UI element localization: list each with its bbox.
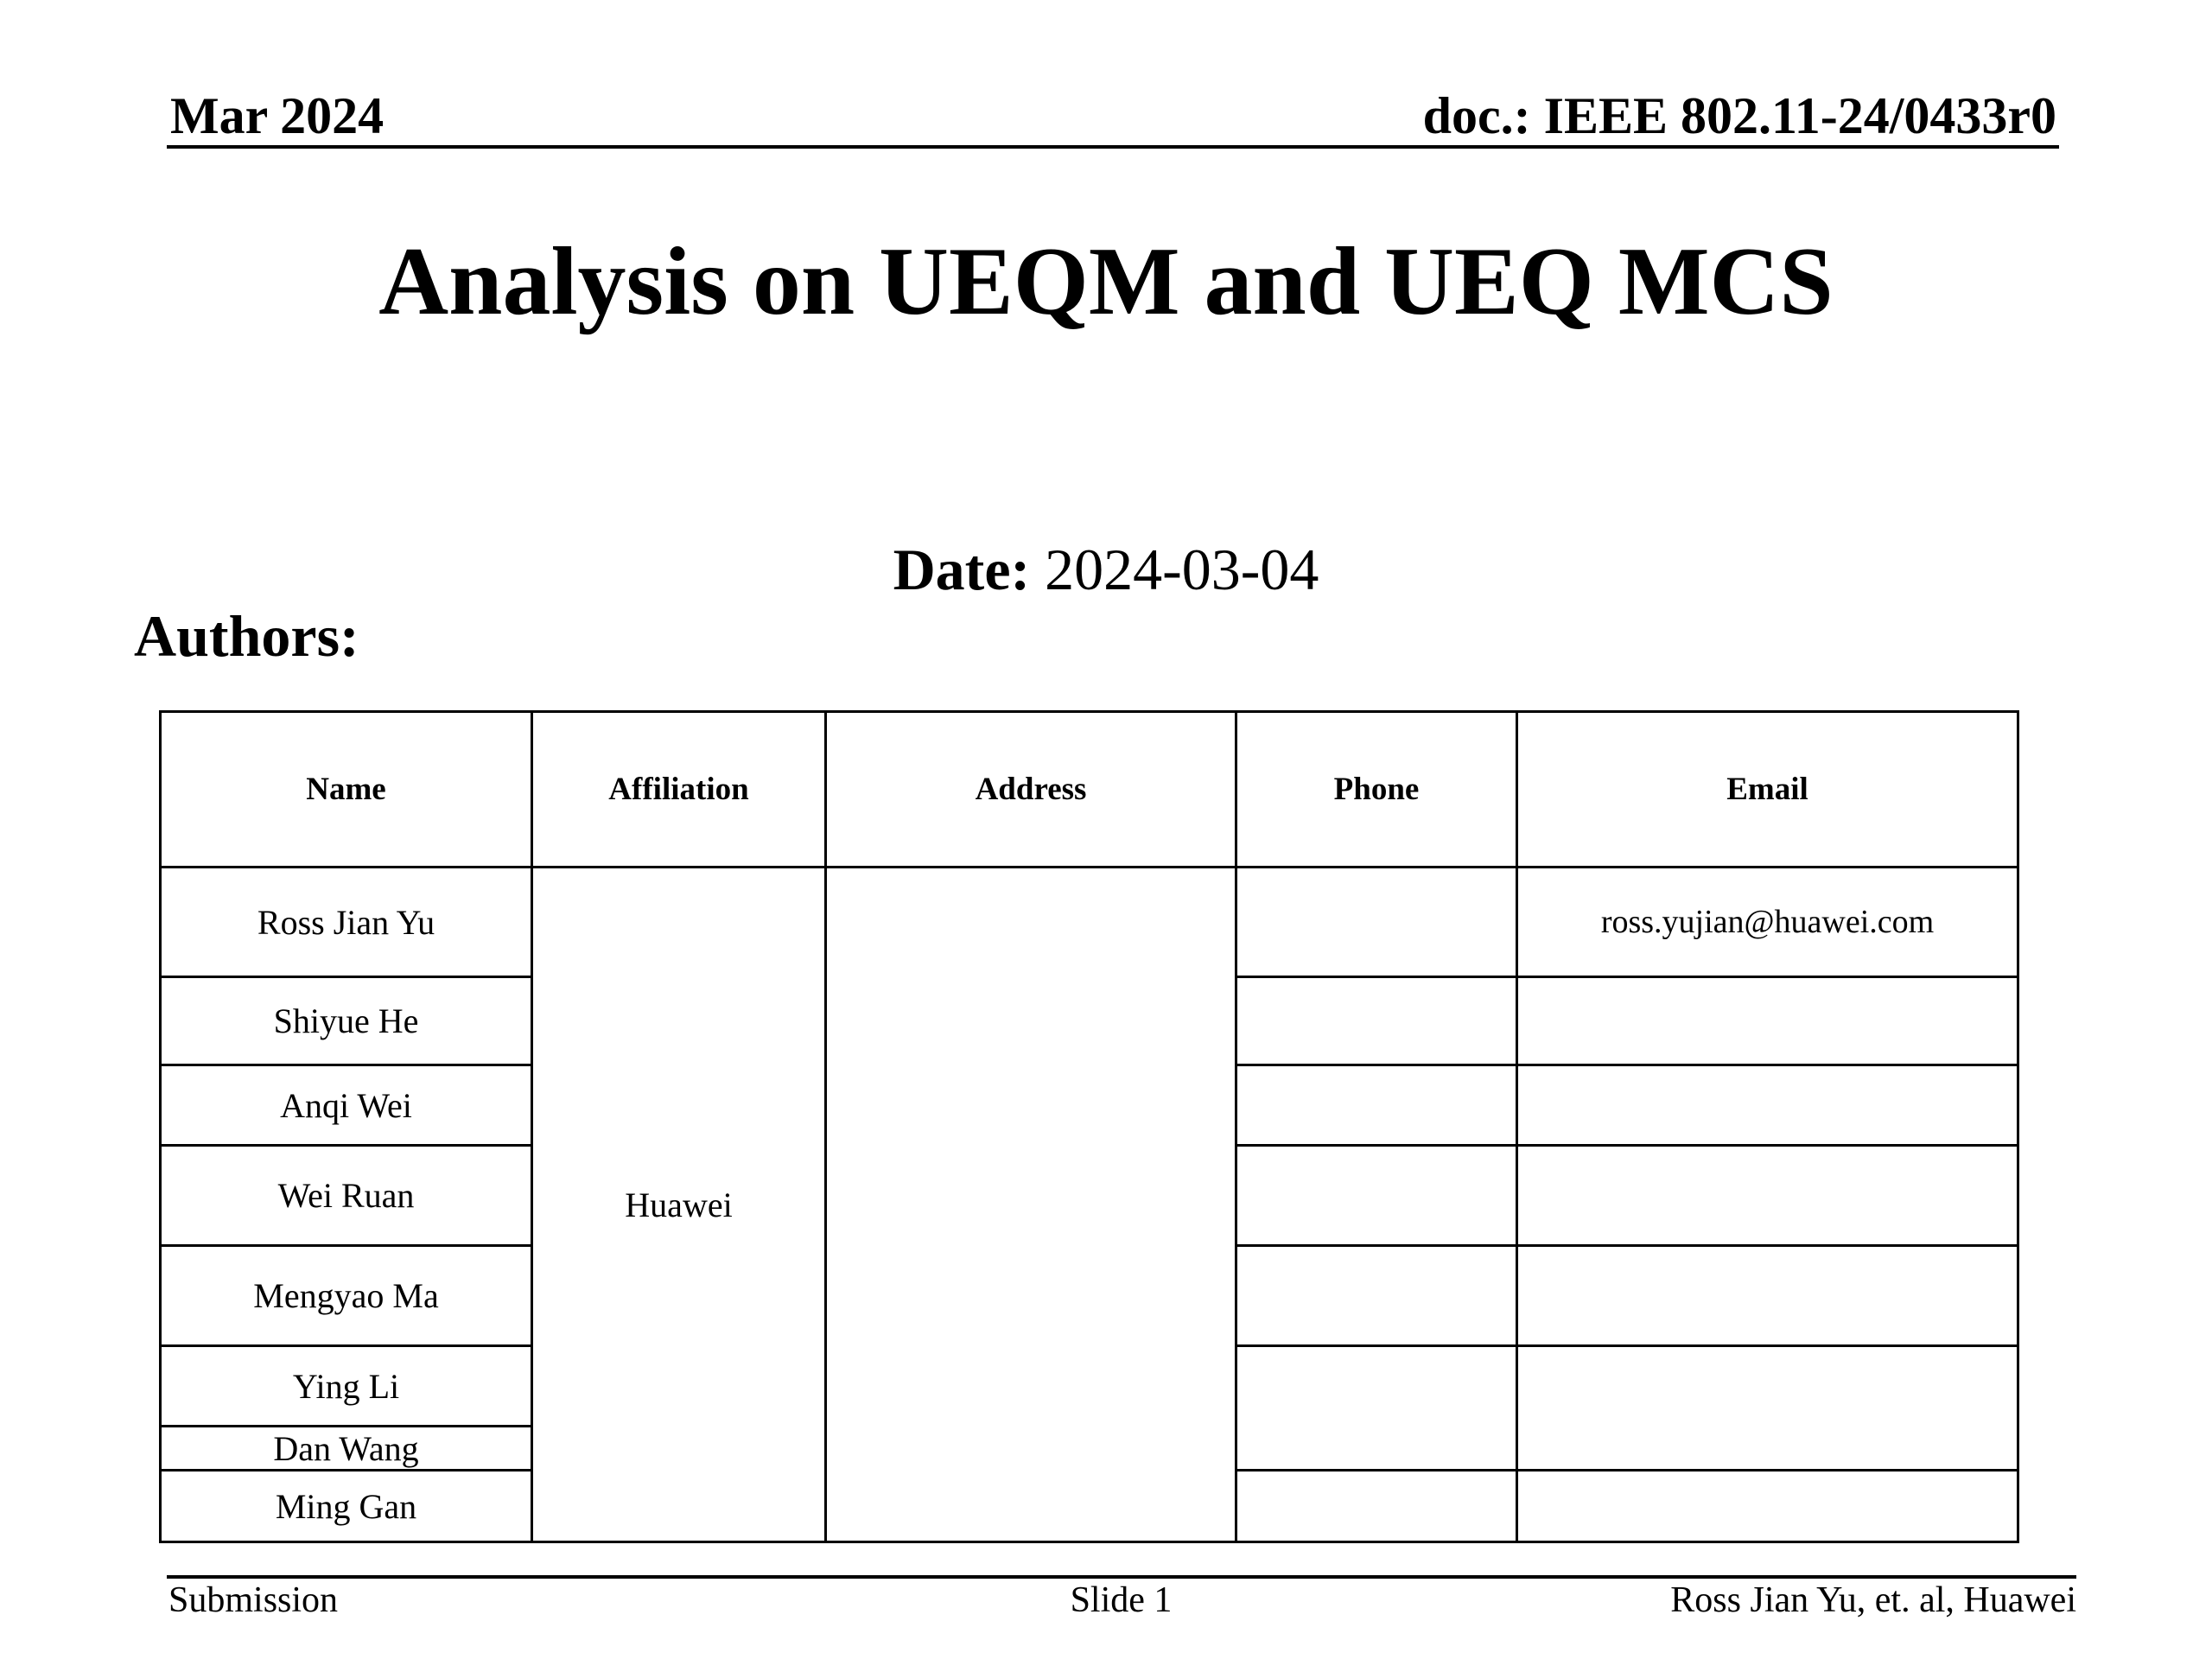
author-name: Wei Ruan [161,1146,532,1246]
footer-submission: Submission [168,1580,339,1620]
date-line [0,536,2212,604]
footer-slide-number: Slide 1 [1070,1580,1173,1620]
author-phone [1236,1146,1517,1246]
slide-title: Analysis on UEQM and UEQ MCS [378,228,1834,335]
author-phone [1236,1246,1517,1346]
author-email [1517,1346,2018,1471]
table-header-row [161,712,2018,868]
footer-author: Ross Jian Yu, et. al, Huawei [1670,1580,2076,1620]
authors-table [159,710,2019,1543]
column-header-phone: Phone [1236,712,1517,868]
header-date: Mar 2024 [170,87,385,144]
author-phone [1236,1471,1517,1542]
authors-heading: Authors: [134,603,359,669]
author-name: Ying Li [161,1346,532,1427]
date-value: 2024-03-04 [1030,537,1319,602]
author-email [1517,1146,2018,1246]
date-label: Date: [893,537,1031,602]
column-header-email: Email [1517,712,2018,868]
author-affiliation: Huawei [532,868,826,1542]
header-doc-number: doc.: IEEE 802.11-24/0433r0 [1422,87,2056,144]
author-phone [1236,1065,1517,1146]
header-divider [167,145,2059,149]
footer-divider [167,1575,2076,1579]
author-email [1517,1471,2018,1542]
author-name: Mengyao Ma [161,1246,532,1346]
column-header-address: Address [826,712,1236,868]
author-phone [1236,977,1517,1065]
column-header-name: Name [161,712,532,868]
author-address [826,868,1236,1542]
author-phone [1236,868,1517,977]
author-name: Ming Gan [161,1471,532,1542]
author-email [1517,1065,2018,1146]
author-email [1517,977,2018,1065]
author-name: Anqi Wei [161,1065,532,1146]
author-email: ross.yujian@huawei.com [1517,868,2018,977]
author-name: Shiyue He [161,977,532,1065]
table-row [161,868,2018,977]
column-header-affiliation: Affiliation [532,712,826,868]
author-name: Dan Wang [161,1427,532,1471]
author-name: Ross Jian Yu [161,868,532,977]
author-email [1517,1246,2018,1346]
author-phone [1236,1346,1517,1471]
